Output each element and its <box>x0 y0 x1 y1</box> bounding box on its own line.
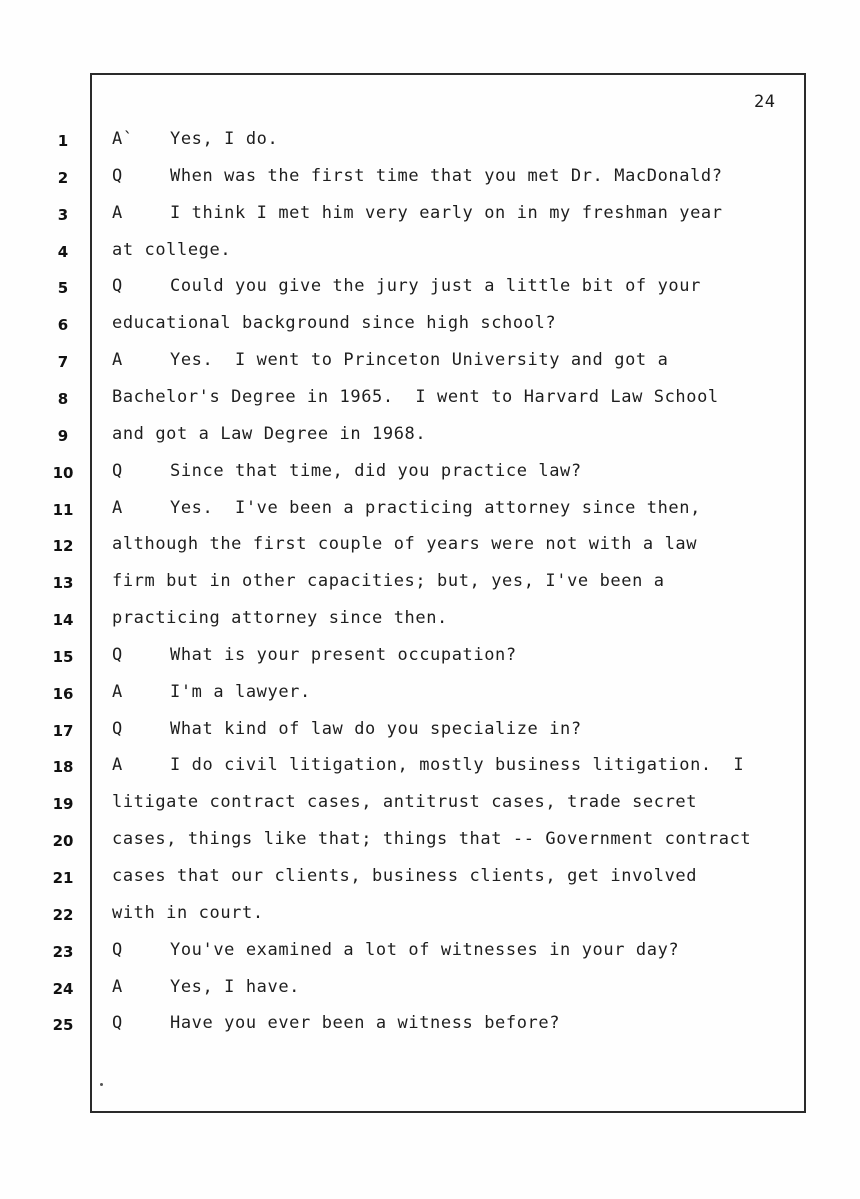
line-text: I do civil litigation, mostly business litigation. I <box>170 755 745 775</box>
transcript-line <box>112 866 697 886</box>
line-number: 23 <box>52 943 74 961</box>
speaker-label: Q <box>112 1013 123 1033</box>
transcript-line <box>112 645 517 665</box>
transcript-line <box>112 940 679 960</box>
line-text: and got a Law Degree in 1968. <box>112 424 427 444</box>
transcript-line <box>112 571 665 591</box>
line-text: Yes, I do. <box>170 129 279 149</box>
line-text: litigate contract cases, antitrust cases, trade secret <box>112 792 698 812</box>
transcript-line <box>112 608 448 628</box>
transcript-line <box>112 387 719 407</box>
line-text: What is your present occupation? <box>170 645 517 665</box>
speaker-label: Q <box>112 461 123 481</box>
speaker-label: Q <box>112 645 123 665</box>
speaker-label: Q <box>112 719 123 739</box>
transcript-line <box>112 240 231 260</box>
line-number: 1 <box>57 132 69 150</box>
transcript-line <box>112 755 744 775</box>
line-number: 4 <box>57 243 69 261</box>
line-text: with in court. <box>112 903 264 923</box>
line-text: When was the first time that you met Dr. MacDonald? <box>170 166 723 186</box>
transcript-line <box>112 792 697 812</box>
transcript-line <box>112 350 668 370</box>
line-number: 9 <box>57 427 69 445</box>
speaker-label: A <box>112 350 123 370</box>
speaker-label: Q <box>112 276 123 296</box>
line-number: 22 <box>52 906 74 924</box>
line-text: Yes. I've been a practicing attorney since then, <box>170 498 701 518</box>
transcript-line <box>112 461 582 481</box>
transcript-line <box>112 719 582 739</box>
line-number: 5 <box>57 279 69 297</box>
line-number: 18 <box>52 758 74 776</box>
line-number: 15 <box>52 648 74 666</box>
line-text: although the first couple of years were not with a law <box>112 534 698 554</box>
line-number: 21 <box>52 869 74 887</box>
line-text: You've examined a lot of witnesses in your day? <box>170 940 680 960</box>
line-text: Yes. I went to Princeton University and got a <box>170 350 669 370</box>
line-number: 11 <box>52 501 74 519</box>
speaker-label: A <box>112 977 123 997</box>
transcript-line <box>112 203 723 223</box>
line-text: cases, things like that; things that -- Government contract <box>112 829 752 849</box>
line-text: I think I met him very early on in my freshman year <box>170 203 723 223</box>
line-text: I'm a lawyer. <box>170 682 311 702</box>
transcript-line <box>112 977 300 997</box>
line-number: 10 <box>52 464 74 482</box>
line-text: Bachelor's Degree in 1965. I went to Harvard Law School <box>112 387 719 407</box>
line-text: at college. <box>112 240 232 260</box>
speaker-label: A <box>112 755 123 775</box>
line-number: 3 <box>57 206 69 224</box>
line-text: educational background since high school? <box>112 313 557 333</box>
transcript-line <box>112 276 701 296</box>
line-number: 25 <box>52 1016 74 1034</box>
transcript-line <box>112 829 751 849</box>
line-number: 17 <box>52 722 74 740</box>
line-number: 14 <box>52 611 74 629</box>
line-number: 8 <box>57 390 69 408</box>
transcript-line <box>112 534 697 554</box>
line-text: Yes, I have. <box>170 977 301 997</box>
transcript-line <box>112 424 426 444</box>
line-number: 13 <box>52 574 74 592</box>
line-text: What kind of law do you specialize in? <box>170 719 582 739</box>
speaker-label: A <box>112 498 123 518</box>
speaker-label: A` <box>112 129 134 149</box>
line-text: Could you give the jury just a little bit of your <box>170 276 701 296</box>
line-text: Have you ever been a witness before? <box>170 1013 561 1033</box>
line-number: 16 <box>52 685 74 703</box>
line-text: firm but in other capacities; but, yes, I've been a <box>112 571 665 591</box>
transcript-line <box>112 1013 560 1033</box>
line-number: 24 <box>52 980 74 998</box>
line-number: 6 <box>57 316 69 334</box>
transcript-line <box>112 498 701 518</box>
transcript-line <box>112 313 556 333</box>
line-number: 20 <box>52 832 74 850</box>
transcript-line <box>112 166 723 186</box>
line-number: 12 <box>52 537 74 555</box>
line-number: 2 <box>57 169 69 187</box>
speaker-label: Q <box>112 940 123 960</box>
stray-mark <box>100 1083 103 1086</box>
transcript-line <box>112 903 264 923</box>
line-number: 7 <box>57 353 69 371</box>
speaker-label: A <box>112 682 123 702</box>
speaker-label: A <box>112 203 123 223</box>
page-number: 24 <box>754 92 776 112</box>
line-text: cases that our clients, business clients, get involved <box>112 866 698 886</box>
transcript-line <box>112 682 311 702</box>
line-text: Since that time, did you practice law? <box>170 461 582 481</box>
transcript-line <box>112 129 278 149</box>
line-number: 19 <box>52 795 74 813</box>
line-text: practicing attorney since then. <box>112 608 448 628</box>
speaker-label: Q <box>112 166 123 186</box>
